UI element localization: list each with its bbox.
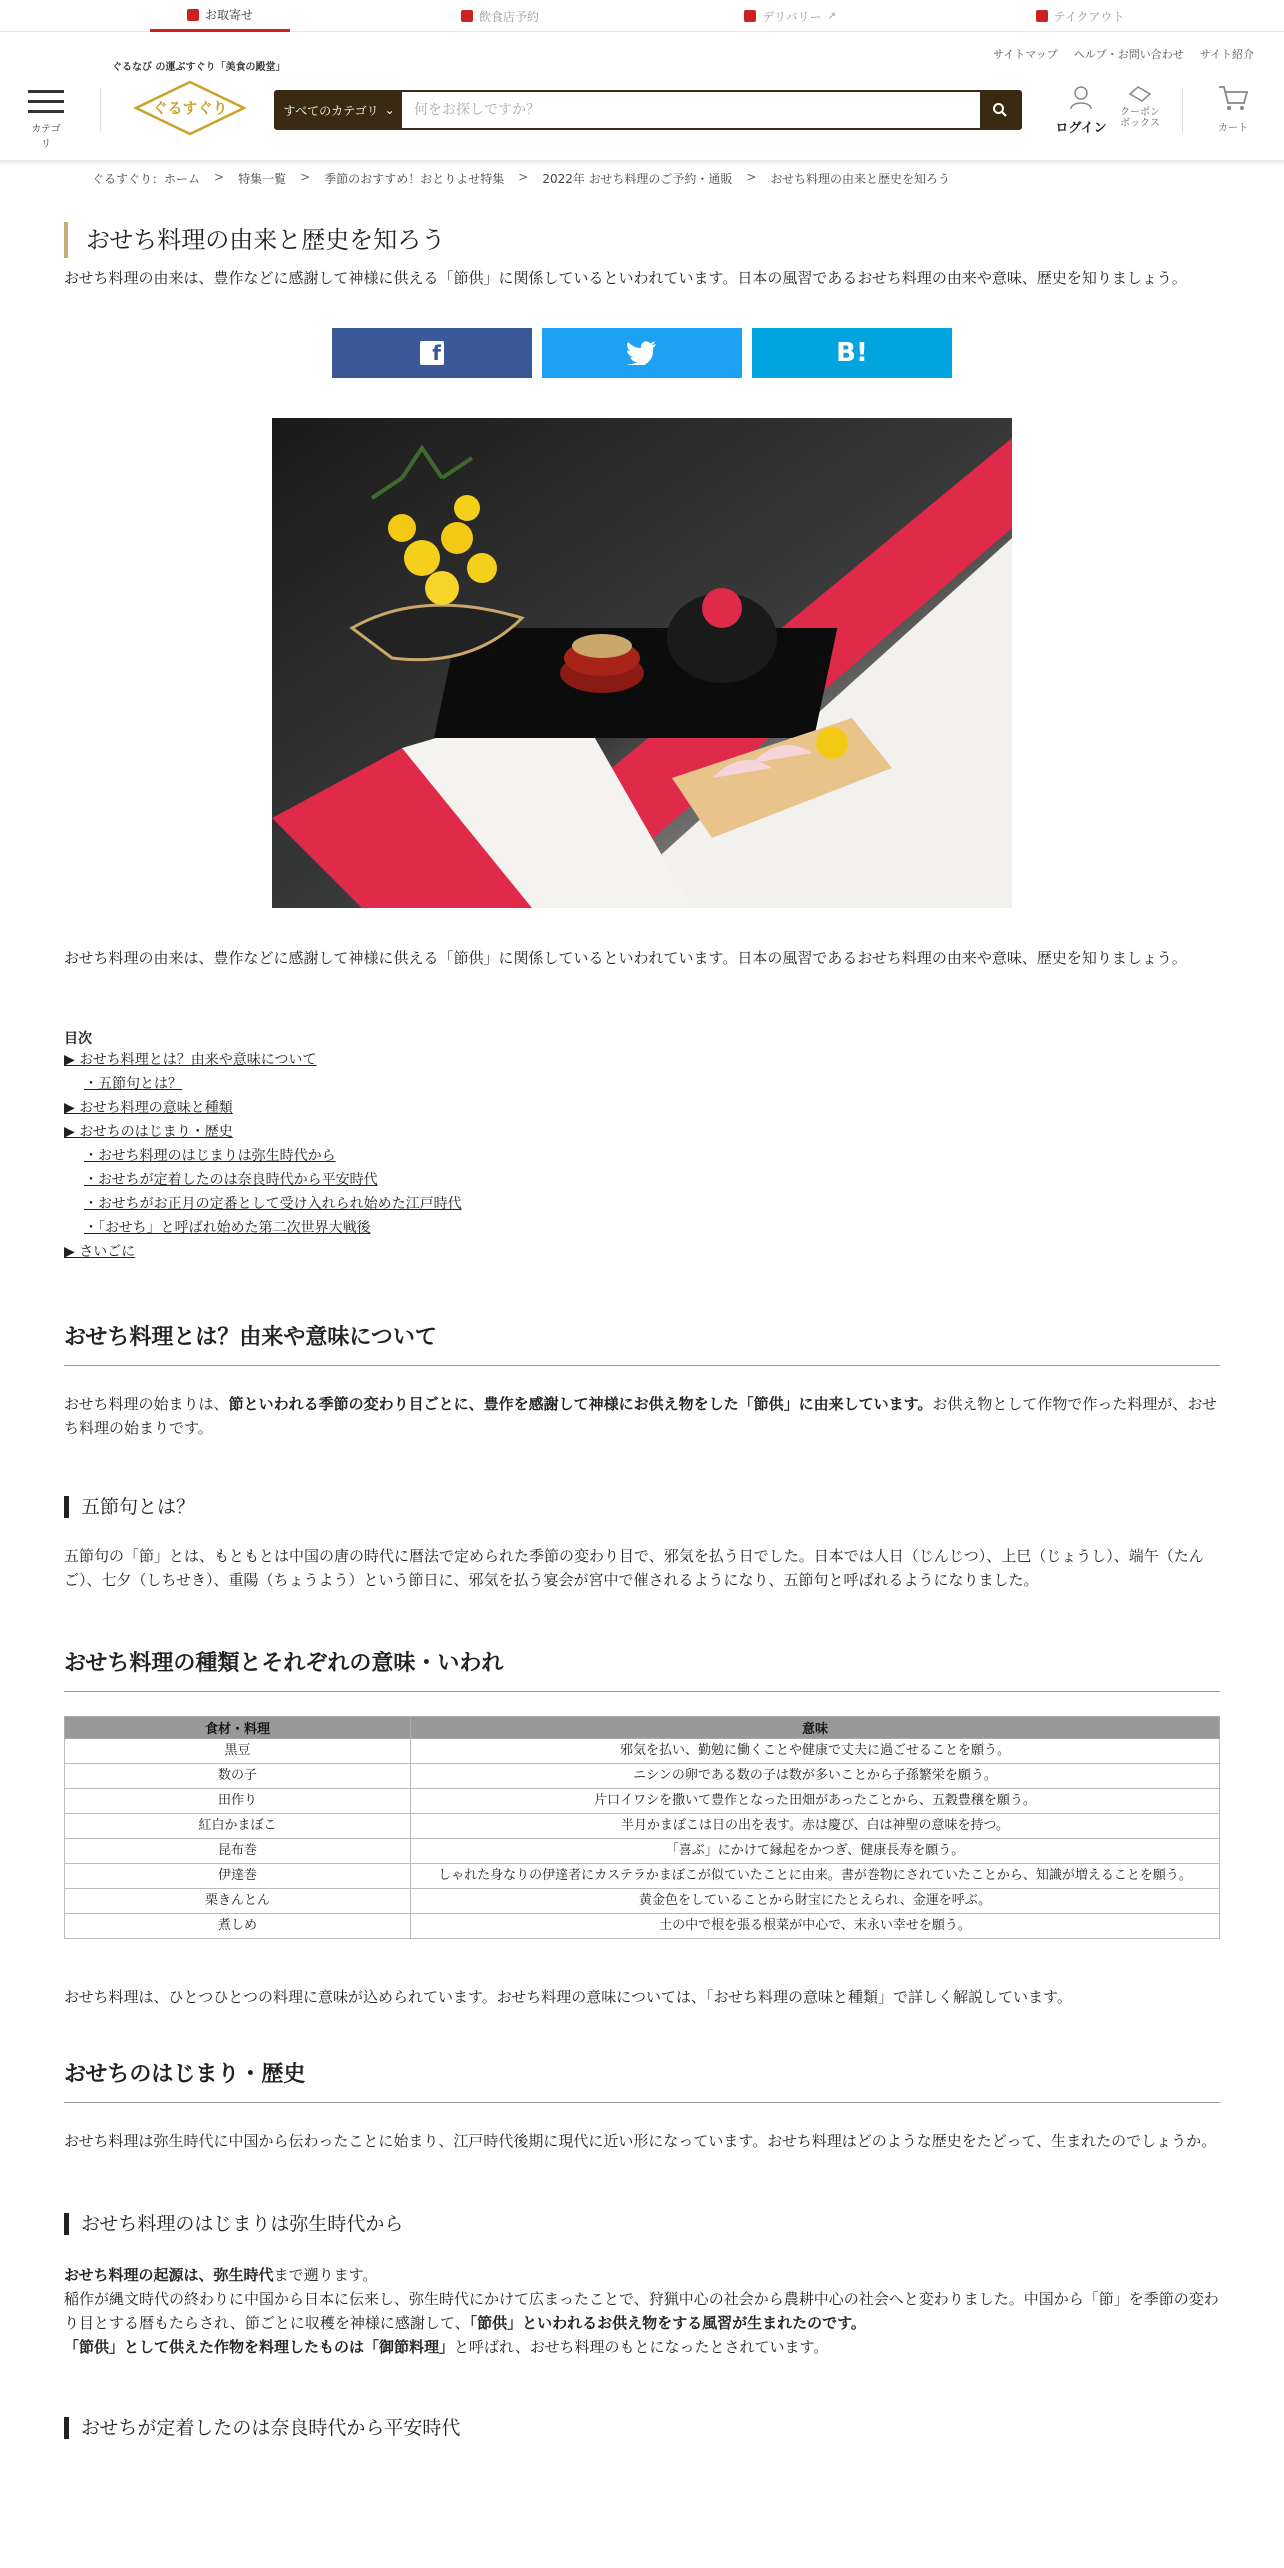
section-heading: おせちのはじまり・歴史	[64, 2057, 1220, 2103]
toc-link[interactable]: ・おせち料理のはじまりは弥生時代から	[84, 1148, 336, 1164]
section-text: 五節句の「節」とは、もともとは中国の唐の時代に暦法で定められた季節の変わり目で、邪気を払う日でした。日本では人日（じんじつ）、上巳（じょうし）、端午（たんご）、七夕（しちせき）、重陽（ちょうよう）という節日に、邪気を払う宴会が宮中で催されるようになり、五節句と呼ばれるようになりました。	[64, 1547, 1204, 1589]
toc-title: 目次	[64, 1031, 92, 1047]
hatena-bookmark-button[interactable]	[752, 328, 952, 378]
tab-takeout[interactable]: テイクアウト	[1010, 0, 1150, 32]
section-text: おせち料理の起源は、弥生時代まで遡ります。 稲作が縄文時代の終わりに中国から日本に伝来し、弥生時代にかけて広まったことで、狩猟中心の社会から農耕中心の社会へと変わりました。中国から「節」を季節の変わり目とする暦もたらされ、節ごとに収穫を神様に感謝して、「節供」といわれるお供え物をする風習が生まれたのです。 「節供」として供えた作物を料理したものは「御節料理」と呼ばれ、おせち料理のもとになったとされています。	[64, 2266, 1219, 2356]
facebook-share-button[interactable]	[332, 328, 532, 378]
section-heading: おせち料理の種類とそれぞれの意味・いわれ	[64, 1646, 1220, 1692]
search-bar	[274, 90, 1022, 130]
service-tab-bar	[0, 0, 1284, 32]
page-title: おせち料理の由来と歴史を知ろう	[64, 222, 1220, 258]
subsection-heading: 五節句とは？	[64, 1496, 1220, 1518]
coupon-icon	[1128, 84, 1152, 104]
section-text: おせち料理の始まりは、節といわれる季節の変わり目ごとに、豊作を感謝して神様にお供え物をした「節供」に由来しています。お供え物として作物で作った料理が、おせち料理の始まりです。	[64, 1395, 1217, 1437]
toc-link[interactable]: ▶ おせち料理の意味と種類	[64, 1100, 233, 1116]
intro-text-2: おせち料理の由来は、豊作などに感謝して神様に供える「節供」に関係しているといわれています。日本の風習であるおせち料理の由来や意味、歴史を知りましょう。	[64, 949, 1187, 967]
hatena-icon: B!	[836, 338, 868, 368]
table-row: 田作り 片口イワシを撒いて豊作となった田畑があったことから、五穀豊穣を願う。	[65, 1789, 1220, 1814]
chevron-down-icon: ⌄	[384, 103, 395, 117]
toc-link[interactable]: ・「おせち」と呼ばれ始めた第二次世界大戦後	[84, 1220, 371, 1236]
search-input[interactable]	[402, 92, 980, 128]
toc-link[interactable]: ・おせちがお正月の定番として受け入れられ始めた江戸時代	[84, 1196, 462, 1212]
toc-link[interactable]: ・五節句とは？	[84, 1076, 182, 1092]
breadcrumb-seasonal[interactable]: 季節のおすすめ！おとりよせ特集	[324, 172, 505, 186]
tab-restaurant-reservation[interactable]: 飲食店予約	[430, 0, 570, 32]
delivery-truck-icon	[744, 10, 756, 22]
header-shadow	[0, 160, 1284, 166]
table-row: 昆布巻 「喜ぶ」にかけて縁起をかつぎ、健康長寿を願う。	[65, 1839, 1220, 1864]
table-row: 数の子 ニシンの卵である数の子は数が多いことから子孫繁栄を願う。	[65, 1764, 1220, 1789]
toc-link[interactable]: ▶ さいごに	[64, 1244, 136, 1260]
osechi-decoration-photo	[272, 418, 1012, 908]
shopping-bag-icon	[1036, 10, 1048, 22]
column-header: 意味	[411, 1717, 1220, 1739]
intro-text: おせち料理の由来は、豊作などに感謝して神様に供える「節供」に関係しているといわれています。日本の風習であるおせち料理の由来や意味、歴史を知りましょう。	[64, 269, 1187, 287]
sitemap-link[interactable]: サイトマップ	[992, 48, 1058, 61]
facebook-icon: f	[420, 341, 444, 365]
table-row: 伊達巻 しゃれた身なりの伊達者にカステラかまぼこが似ていたことに由来。書が巻物にされていたことから、知識が増えることを願う。	[65, 1864, 1220, 1889]
search-icon	[992, 102, 1008, 118]
table-of-contents	[64, 1048, 1220, 1264]
subsection-heading: おせちが定着したのは奈良時代から平安時代	[64, 2417, 1220, 2439]
category-menu-button[interactable]: カテゴリ	[28, 90, 70, 150]
svg-text:ぐるすぐり: ぐるすぐり	[152, 99, 228, 117]
divider	[1182, 88, 1183, 132]
osechi-meaning-table	[64, 1716, 1220, 1939]
table-row: 栗きんとん 黄金色をしていることから財宝にたとえられ、金運を呼ぶ。	[65, 1889, 1220, 1914]
cart-icon	[1217, 84, 1249, 112]
twitter-icon	[627, 341, 657, 365]
share-buttons	[64, 328, 1220, 378]
breadcrumb-home[interactable]: ぐるすぐり：ホーム	[92, 172, 201, 186]
toc-link[interactable]: ▶ おせち料理とは？由来や意味について	[64, 1052, 317, 1068]
section-text: おせち料理は、ひとつひとつの料理に意味が込められています。おせち料理の意味については、「おせち料理の意味と種類」で詳しく解説しています。	[64, 1988, 1072, 2006]
coupon-box-button[interactable]: クーポンボックス	[1116, 84, 1164, 129]
table-row: 紅白かまぼこ 半月かまぼこは日の出を表す。赤は慶び、白は神聖の意味を持つ。	[65, 1814, 1220, 1839]
column-header: 食材・料理	[65, 1717, 411, 1739]
table-header-row	[65, 1717, 1220, 1739]
search-button[interactable]	[980, 92, 1020, 128]
breadcrumb: ぐるすぐり：ホーム > 特集一覧 > 季節のおすすめ！おとりよせ特集 > 2022年 おせち料理のご予約・通販 > おせち料理の由来と歴史を知ろう	[92, 170, 951, 186]
table-row: 煮しめ 土の中で根を張る根菜が中心で、末永い幸せを願う。	[65, 1914, 1220, 1939]
table-row: 黒豆 邪気を払い、勤勉に働くことや健康で丈夫に過ごせることを願う。	[65, 1739, 1220, 1764]
cart-button[interactable]: カート	[1208, 84, 1258, 134]
logo-tagline: ぐるなび の運ぶすぐり「美食の殿堂」	[112, 62, 286, 73]
store-icon	[461, 10, 473, 22]
article-content	[64, 222, 1220, 2439]
toc-link[interactable]: ▶ おせちのはじまり・歴史	[64, 1124, 233, 1140]
category-select[interactable]: すべてのカテゴリ ⌄	[276, 92, 402, 128]
user-icon	[1068, 84, 1094, 110]
tab-otoriyose[interactable]: お取寄せ	[150, 0, 290, 32]
gurusuguri-logo[interactable]	[130, 78, 250, 138]
help-link[interactable]: ヘルプ・お問い合わせ	[1073, 48, 1184, 61]
breadcrumb-osechi-2022[interactable]: 2022年 おせち料理のご予約・通販	[542, 172, 733, 186]
section-heading: おせち料理とは？由来や意味について	[64, 1320, 1220, 1366]
hamburger-icon	[28, 90, 70, 113]
utility-links	[993, 46, 1254, 62]
subsection-heading: おせち料理のはじまりは弥生時代から	[64, 2213, 1220, 2235]
tab-delivery[interactable]: デリバリー ↗	[720, 0, 860, 32]
login-button[interactable]: ログイン	[1052, 84, 1110, 136]
breadcrumb-features[interactable]: 特集一覧	[238, 172, 287, 186]
site-intro-link[interactable]: サイト紹介	[1199, 48, 1254, 61]
twitter-share-button[interactable]	[542, 328, 742, 378]
breadcrumb-current: おせち料理の由来と歴史を知ろう	[770, 172, 951, 186]
toc-link[interactable]: ・おせちが定着したのは奈良時代から平安時代	[84, 1172, 378, 1188]
divider	[100, 88, 101, 132]
section-text: おせち料理は弥生時代に中国から伝わったことに始まり、江戸時代後期に現代に近い形になっています。おせち料理はどのような歴史をたどって、生まれたのでしょうか。	[64, 2132, 1217, 2150]
gift-icon	[187, 9, 199, 21]
external-link-icon: ↗	[827, 10, 837, 22]
